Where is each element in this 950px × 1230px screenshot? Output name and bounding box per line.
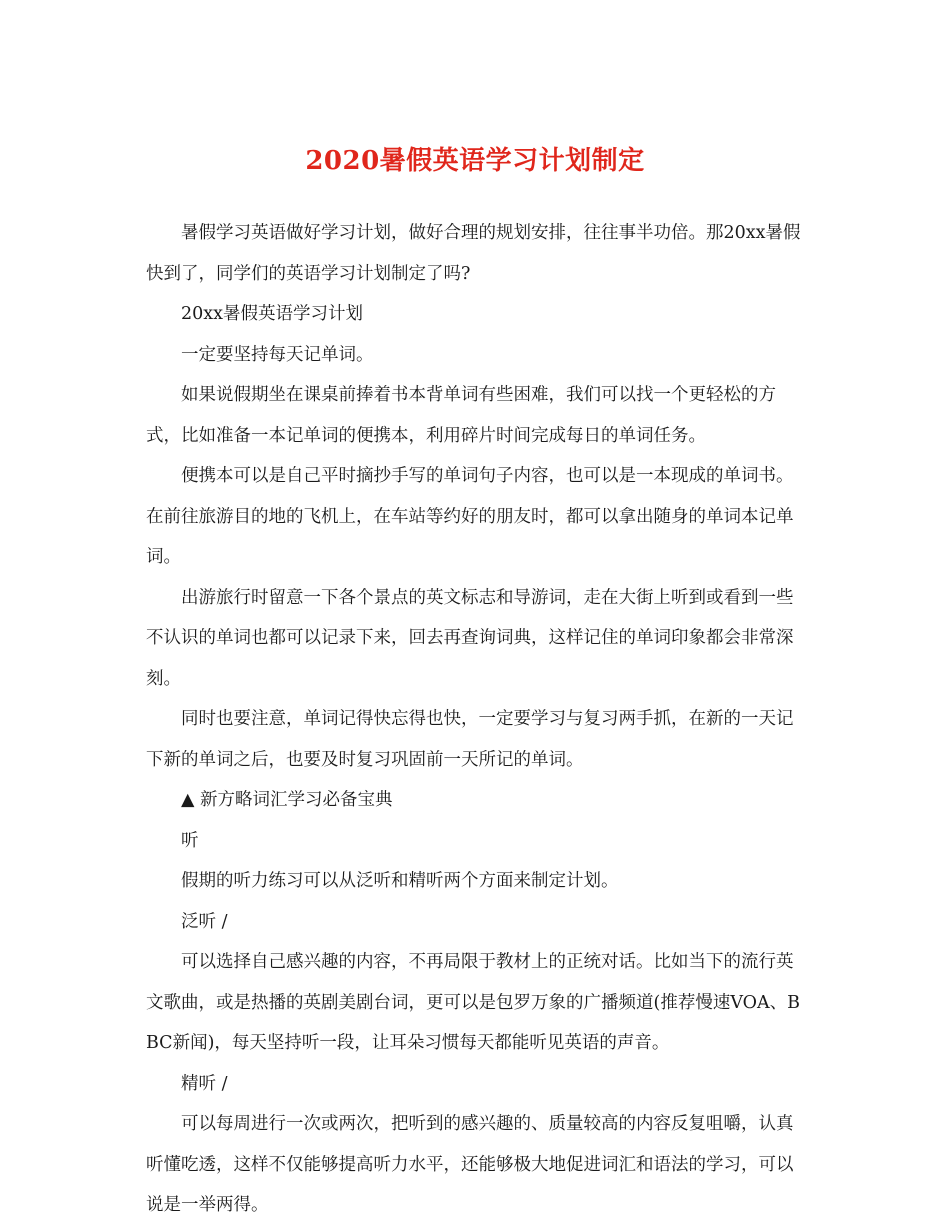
document-title: 2020暑假英语学习计划制定 <box>305 146 645 176</box>
paragraph-extensive-heading: 泛听 / <box>181 911 228 932</box>
document-body <box>146 213 806 1226</box>
paragraph-listening-heading: 听 <box>181 830 199 851</box>
paragraph-plan-heading: 20xx暑假英语学习计划 <box>181 304 364 324</box>
paragraph-intensive-heading: 精听 / <box>181 1073 228 1094</box>
paragraph-intro: 暑假学习英语做好学习计划，做好合理的规划安排，往往事半功倍。那20xx暑假快到了，同学们的英语学习计划制定了吗? <box>146 223 801 284</box>
paragraph-words-portable: 如果说假期坐在课桌前捧着书本背单词有些困难，我们可以找一个更轻松的方式，比如准备一本记单词的便携本，利用碎片时间完成每日的单词任务。 <box>146 385 776 446</box>
paragraph-extensive-body: 可以选择自己感兴趣的内容，不再局限于教材上的正统对话。比如当下的流行英文歌曲，或是热播的英剧美剧台词，更可以是包罗万象的广播频道(推荐慢速VOA、BBC新闻)，每天坚持听一段，让耳朵习惯每天都能听见英语的声音。 <box>146 952 801 1053</box>
paragraph-intensive-body: 可以每周进行一次或两次，把听到的感兴趣的、质量较高的内容反复咀嚼，认真听懂吃透，这样不仅能够提高听力水平，还能够极大地促进词汇和语法的学习，可以说是一举两得。 <box>146 1114 794 1215</box>
paragraph-words-travel: 出游旅行时留意一下各个景点的英文标志和导游词，走在大街上听到或看到一些不认识的单词也都可以记录下来，回去再查询词典，这样记住的单词印象都会非常深刻。 <box>146 587 794 689</box>
paragraph-vocab-guide: ▲ 新方略词汇学习必备宝典 <box>181 790 393 810</box>
paragraph-words-review: 同时也要注意，单词记得快忘得也快，一定要学习与复习两手抓，在新的一天记下新的单词之后，也要及时复习巩固前一天所记的单词。 <box>146 709 794 770</box>
paragraph-words-notebook: 便携本可以是自己平时摘抄手写的单词句子内容，也可以是一本现成的单词书。在前往旅游目的地的飞机上，在车站等约好的朋友时，都可以拿出随身的单词本记单词。 <box>146 466 794 567</box>
paragraph-words-point: 一定要坚持每天记单词。 <box>181 344 374 365</box>
paragraph-listening-intro: 假期的听力练习可以从泛听和精听两个方面来制定计划。 <box>181 871 619 891</box>
